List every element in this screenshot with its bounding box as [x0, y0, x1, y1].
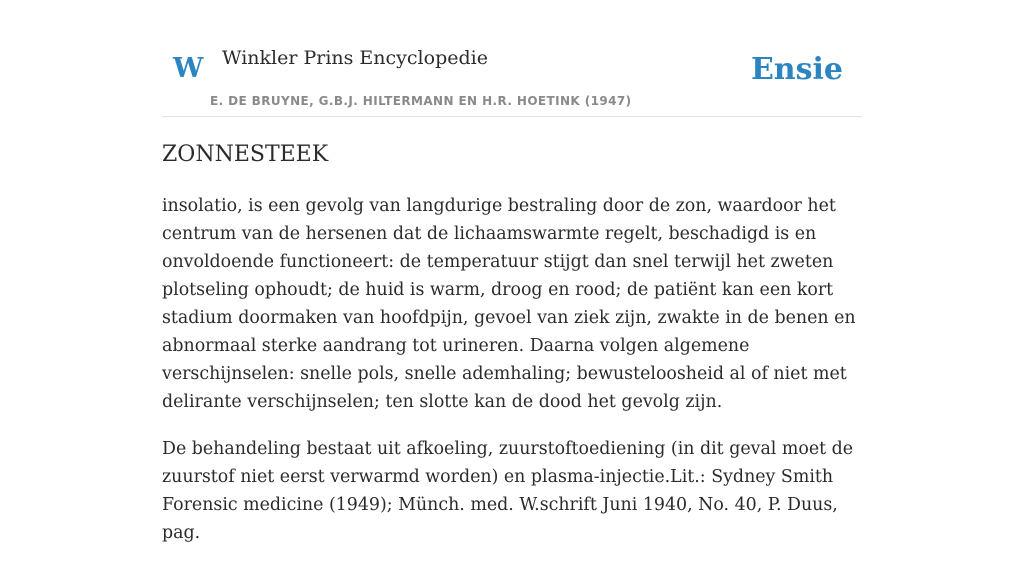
source-title[interactable]: Winkler Prins Encyclopedie	[222, 47, 488, 69]
brand-logo[interactable]: Ensie	[750, 52, 843, 87]
article-paragraph: De behandeling bestaat uit afkoeling, zuurstoftoediening (in dit geval moet de zuurstof niet eerst verwarmd worden) en plasma-injectie.Lit.: Sydney Smith Forensic medicine (1949); Münch. med. W.schrift Juni 1940, No. 40, P. Duus, pag.	[162, 439, 854, 543]
article-paragraph: insolatio, is een gevolg van langdurige bestraling door de zon, waardoor het centrum van de hersenen dat de lichaamswarmte regelt, beschadigd is en onvoldoende functioneert: de temperatuur stijgt dan snel terwijl het zweten plotseling ophoudt; de huid is warm, droog en rood; de patiënt kan een kort stadium doormaken van hoofdpijn, gevoel van ziek zijn, zwakte in de benen en abnormaal sterke aandrang tot urineren. Daarna volgen algemene verschijnselen: snelle pols, snelle ademhaling; bewusteloosheid al of niet met delirante verschijnselen; ten slotte kan de dood het gevolg zijn.	[162, 196, 856, 412]
article-body	[162, 192, 862, 566]
source-authors: E. DE BRUYNE, G.B.J. HILTERMANN EN H.R. HOETINK (1947)	[210, 94, 632, 108]
source-header	[162, 0, 862, 117]
source-logo: W	[173, 53, 204, 84]
article-title: ZONNESTEEK	[162, 142, 329, 167]
